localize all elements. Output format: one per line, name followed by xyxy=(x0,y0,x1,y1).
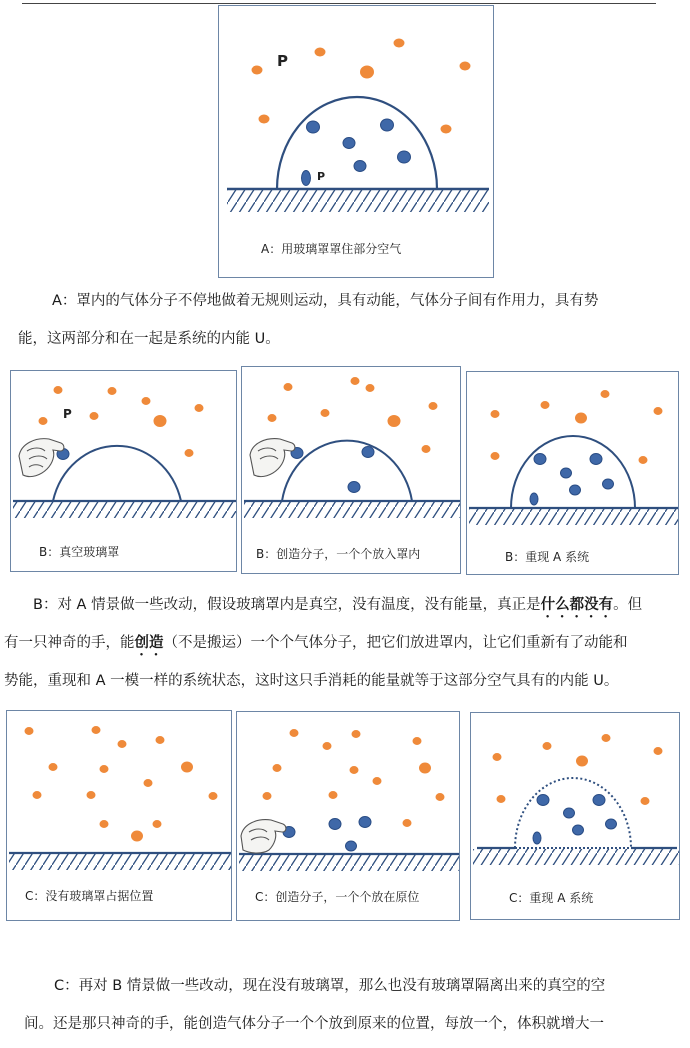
paragraph-b-line-2-c: （不是搬运）一个个气体分子，把它们放进罩内，让它们重新有了动能和 xyxy=(163,635,628,651)
ground-hatch xyxy=(227,190,489,212)
figure-b3-caption: B：重现 A 系统 xyxy=(505,550,590,564)
figure-c3 xyxy=(470,712,680,920)
figure-b1-caption: B：真空玻璃罩 xyxy=(39,545,120,559)
figure-b2-drawing xyxy=(242,367,461,574)
figure-b3-drawing xyxy=(467,372,679,575)
paragraph-b-line-2 xyxy=(4,624,628,662)
figure-a xyxy=(218,5,494,278)
paragraph-b-line-3: 势能，重现和 A 一模一样的系统状态，这时这只手消耗的能量就等于这部分空气具有的内能 U。 xyxy=(4,673,619,689)
paragraph-b-line-1-a: B：对 A 情景做一些改动，假设玻璃罩内是真空，没有温度，没有能量，真正是 xyxy=(33,597,541,613)
hand-icon xyxy=(250,439,295,477)
figure-b2-caption: B：创造分子，一个个放入罩内 xyxy=(256,547,421,561)
hand-icon xyxy=(19,439,64,477)
figure-c1 xyxy=(6,710,232,921)
paragraph-b-line-1-c: 。但 xyxy=(613,597,643,613)
paragraph-a-line-2: 能，这两部分和在一起是系统的内能 U。 xyxy=(18,331,280,347)
figure-b2 xyxy=(241,366,461,574)
paragraph-b-emphasis-2: 创造 xyxy=(134,635,164,651)
paragraph-a-line-1: A：罩内的气体分子不停地做着无规则运动，具有动能，气体分子间有作用力，具有势 xyxy=(52,293,599,309)
hand-icon xyxy=(241,820,286,853)
figure-a-caption: A：用玻璃罩罩住部分空气 xyxy=(261,242,402,256)
figure-c3-caption: C：重现 A 系统 xyxy=(509,891,594,905)
figure-c1-caption: C：没有玻璃罩占据位置 xyxy=(25,889,154,903)
paragraph-c-line-1: C：再对 B 情景做一些改动，现在没有玻璃罩，那么也没有玻璃罩隔离出来的真空的空 xyxy=(54,978,606,994)
figure-b1-drawing xyxy=(11,371,237,572)
label-p: P xyxy=(63,407,72,421)
figure-a-drawing xyxy=(219,6,494,278)
paragraph-c-line-2: 间。还是那只神奇的手，能创造气体分子一个个放到原来的位置，每放一个，体积就增大一 xyxy=(24,1016,604,1032)
figure-c2 xyxy=(236,711,460,921)
label-p-big: P xyxy=(277,52,288,70)
paragraph-b-line-1 xyxy=(33,586,642,624)
figure-b1 xyxy=(10,370,237,572)
figure-b3 xyxy=(466,371,679,575)
paragraph-b-line-2-a: 有一只神奇的手，能 xyxy=(4,635,135,651)
paragraph-b-emphasis-1: 什么都没有 xyxy=(540,597,614,613)
top-rule xyxy=(22,3,656,4)
glass-dome xyxy=(277,97,437,189)
figure-c2-caption: C：创造分子，一个个放在原位 xyxy=(255,890,420,904)
label-p-small: P xyxy=(317,170,326,183)
